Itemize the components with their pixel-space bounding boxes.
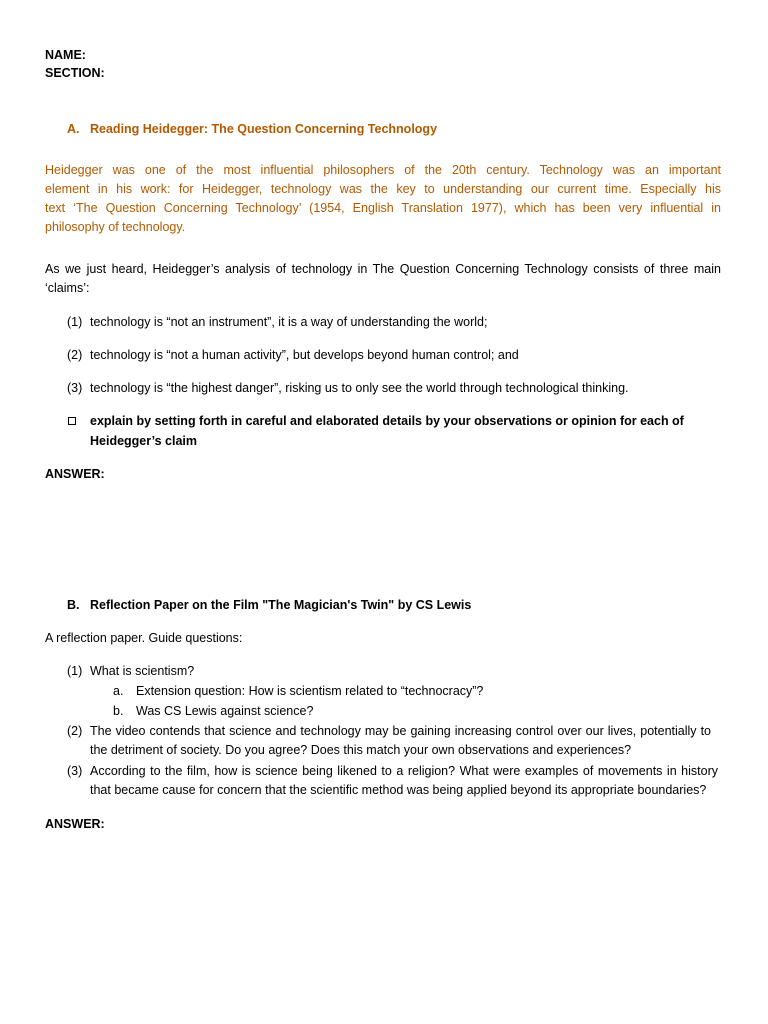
claim-number: (1) — [67, 315, 83, 329]
answer-label-b: ANSWER: — [45, 817, 105, 831]
sub-question-text: Was CS Lewis against science? — [136, 704, 314, 718]
intro-line: text ‘The Question Concerning Technology’ (1954, English Translation 1977), which has been very influential in — [45, 201, 721, 215]
claim-number: (3) — [67, 381, 83, 395]
task-text-line: explain by setting forth in careful and elaborated details by your observations or opinion for each of — [90, 414, 684, 428]
section-label: SECTION: — [45, 66, 105, 80]
section-a-marker: A. — [67, 122, 80, 136]
claim-text: technology is “not an instrument”, it is a way of understanding the world; — [90, 315, 488, 329]
checkbox-icon — [68, 417, 76, 425]
question-text-line: The video contends that science and technology may be gaining increasing control over our lives, potentially to — [90, 724, 711, 738]
section-a-title: Reading Heidegger: The Question Concerning Technology — [90, 122, 438, 136]
question-text-line: the detriment of society. Do you agree? Does this match your own observations and experiences? — [90, 743, 632, 757]
intro-line: Heidegger was one of the most influential philosophers of the 20th century. Technology was an important — [45, 163, 721, 177]
question-number: (2) — [67, 724, 83, 738]
name-label: NAME: — [45, 48, 86, 62]
question-text — [90, 762, 718, 800]
claim-text: technology is “not a human activity”, but develops beyond human control; and — [90, 348, 519, 362]
section-b-intro: A reflection paper. Guide questions: — [45, 631, 243, 645]
question-text: What is scientism? — [90, 664, 195, 678]
answer-label-a: ANSWER: — [45, 467, 105, 481]
question-number: (3) — [67, 764, 83, 778]
section-a-intro — [45, 161, 721, 237]
claims-intro-line: As we just heard, Heidegger’s analysis of technology in The Question Concerning Technology consists of three main — [45, 262, 721, 276]
intro-line: philosophy of technology. — [45, 220, 186, 234]
intro-line: element in his work: for Heidegger, technology was the key to understanding our current time. Especially his — [45, 182, 721, 196]
question-text — [90, 722, 711, 760]
claim-text: technology is “the highest danger”, risking us to only see the world through technological thinking. — [90, 381, 629, 395]
section-b-title: Reflection Paper on the Film "The Magician's Twin" by CS Lewis — [90, 598, 472, 612]
question-text-line: that became cause for concern that the scientific method was being applied beyond its appropriate boundaries? — [90, 783, 707, 797]
sub-question-letter: a. — [113, 684, 124, 698]
section-b-marker: B. — [67, 598, 80, 612]
task-text-line: Heidegger’s claim — [90, 434, 197, 448]
question-text-line: According to the film, how is science being likened to a religion? What were examples of movements in history — [90, 764, 718, 778]
sub-question-letter: b. — [113, 704, 124, 718]
claim-number: (2) — [67, 348, 83, 362]
claims-intro — [45, 260, 721, 298]
sub-question-text: Extension question: How is scientism related to “technocracy”? — [136, 684, 484, 698]
question-number: (1) — [67, 664, 83, 678]
claims-intro-line: ‘claims’: — [45, 281, 90, 295]
